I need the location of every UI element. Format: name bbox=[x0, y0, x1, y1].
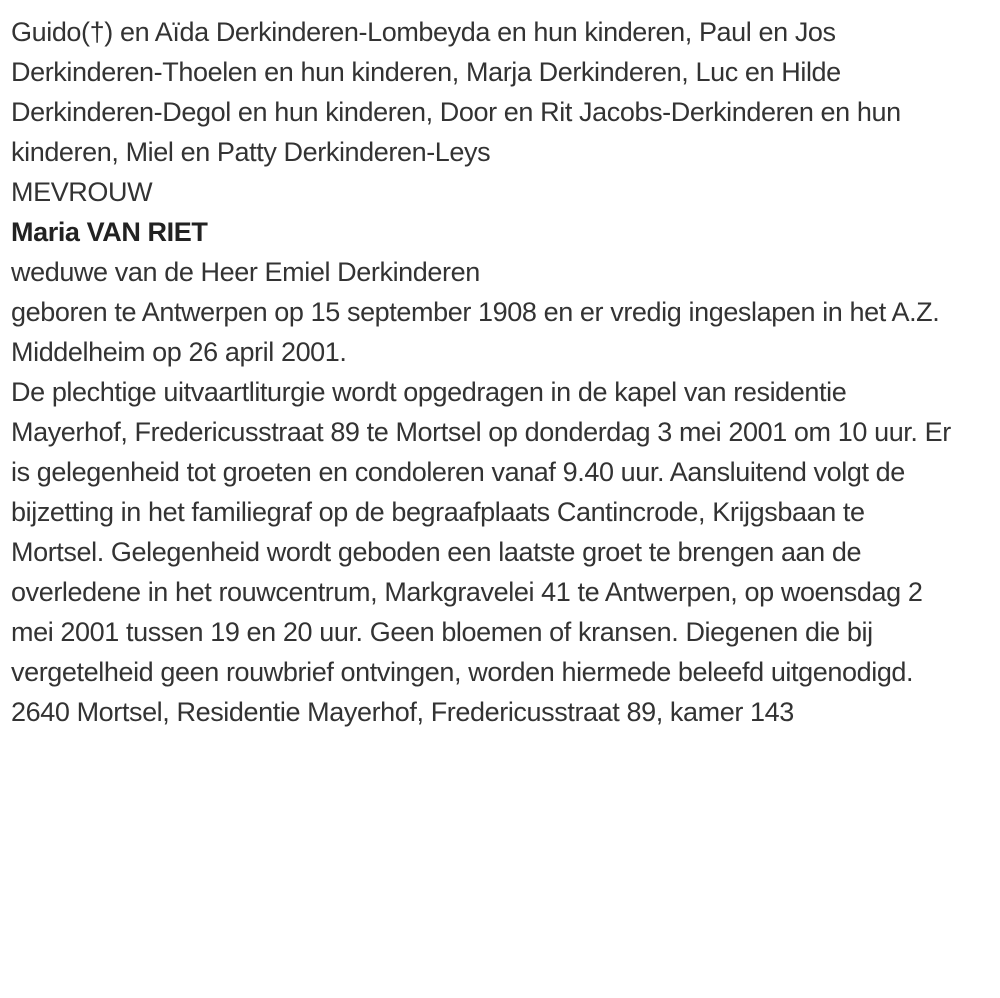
address-line: 2640 Mortsel, Residentie Mayerhof, Fredericusstraat 89, kamer 143 bbox=[11, 697, 794, 727]
service-details-paragraph: De plechtige uitvaartliturgie wordt opgedragen in de kapel van residentie Mayerhof, Fredericusstraat 89 te Mortsel op donderdag 3 mei 2001 om 10 uur. Er is gelegenheid tot groeten en condoleren vanaf 9.40 uur. Aansluitend volgt de bijzetting in het familiegraf op de begraafplaats Cantincrode, Krijgsbaan te Mortsel. Gelegenheid wordt geboden een laatste groet te brengen aan de overledene in het rouwcentrum, Markgravelei 41 te Antwerpen, op woensdag 2 mei 2001 tussen 19 en 20 uur. Geen bloemen of kransen. Diegenen die bij vergetelheid geen rouwbrief ontvingen, worden hiermede beleefd uitgenodigd. bbox=[11, 377, 951, 687]
relation-line: weduwe van de Heer Emiel Derkinderen bbox=[11, 257, 480, 287]
relatives-paragraph: Guido(†) en Aïda Derkinderen-Lombeyda en hun kinderen, Paul en Jos Derkinderen-Thoelen en hun kinderen, Marja Derkinderen, Luc en Hilde Derkinderen-Degol en hun kinderen, Door en Rit Jacobs-Derkinderen en hun kinderen, Miel en Patty Derkinderen-Leys bbox=[11, 17, 901, 167]
honorific-title: MEVROUW bbox=[11, 177, 153, 207]
life-dates-paragraph: geboren te Antwerpen op 15 september 1908 en er vredig ingeslapen in het A.Z. Middelheim op 26 april 2001. bbox=[11, 297, 940, 367]
deceased-name: Maria VAN RIET bbox=[11, 217, 208, 247]
